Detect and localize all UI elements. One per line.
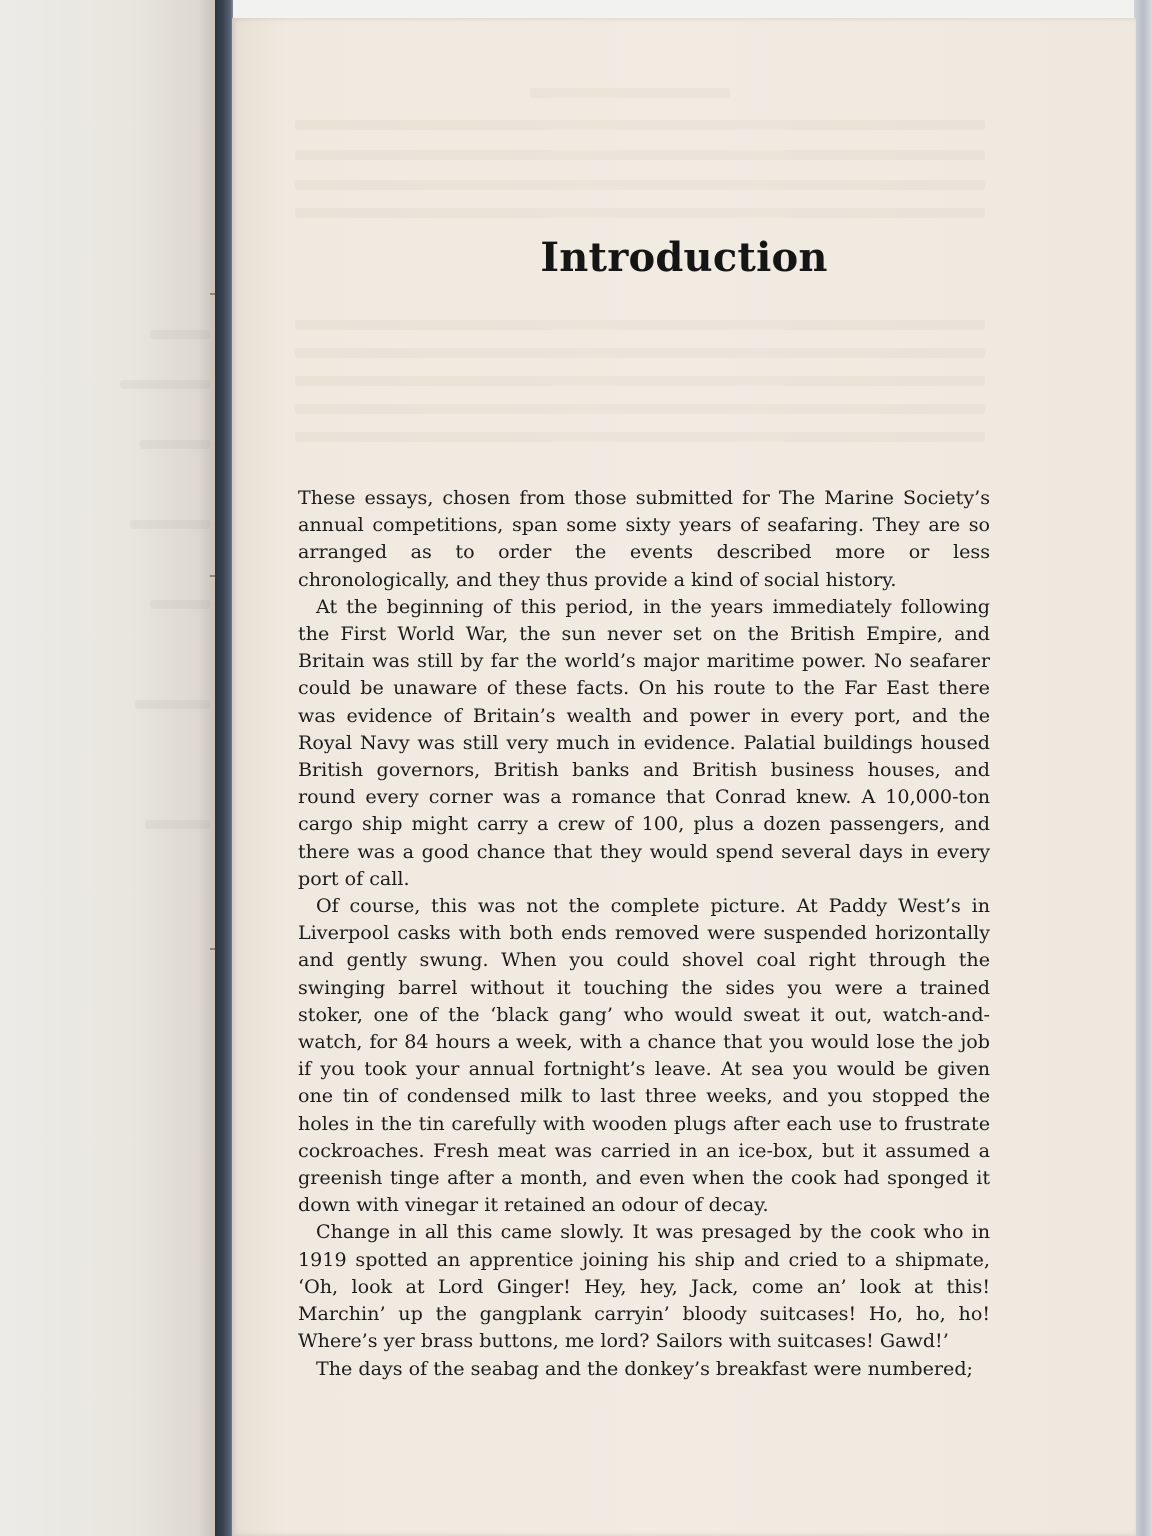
show-through-line	[295, 120, 985, 130]
show-through-line	[145, 820, 210, 829]
chapter-heading: Introduction	[540, 234, 828, 281]
show-through-line	[295, 348, 985, 358]
show-through-line	[120, 380, 210, 389]
show-through-line	[295, 432, 985, 442]
paragraph: The days of the seabag and the donkey’s breakfast were numbered;	[316, 1356, 973, 1380]
left-page	[0, 0, 215, 1536]
show-through-line	[295, 150, 985, 160]
show-through-line	[135, 700, 210, 709]
show-through-line	[295, 208, 985, 218]
show-through-line	[295, 180, 985, 190]
show-through-line	[150, 600, 210, 609]
show-through-line	[295, 320, 985, 330]
body-text	[298, 484, 990, 1382]
cover-edge	[1134, 0, 1152, 1536]
show-through-line	[130, 520, 210, 529]
show-through-line	[295, 376, 985, 386]
show-through-line	[140, 440, 210, 449]
paragraph: Change in all this came slowly. It was presaged by the cook who in 1919 spotted an apprentice joining his ship and cried to a shipmate, ‘Oh, look at Lord Ginger! Hey, hey, Jack, come an’ look at this! Marchin’ up the gangplank carryin’ bloody suitcases! Ho, ho, ho! Where’s yer brass buttons, me lord? Sailors with suitcases! Gawd!’	[298, 1220, 990, 1353]
book-gutter	[215, 0, 233, 1536]
show-through-line	[530, 88, 730, 98]
paragraph: These essays, chosen from those submitted for The Marine Society’s annual competitions, span some sixty years of seafaring. They are so arranged as to order the events described more or less chronologically, and they thus provide a kind of social history.	[298, 486, 990, 591]
paragraph: At the beginning of this period, in the years immediately following the First World War, the sun never set on the British Empire, and Britain was still by far the world’s major maritime power. No seafarer could be unaware of these facts. On his route to the Far East there was evidence of Britain’s wealth and power in every port, and the Royal Navy was still very much in evidence. Palatial buildings housed British governors, British banks and British business houses, and round every corner was a romance that Conrad knew. A 10,000-ton cargo ship might carry a crew of 100, plus a dozen passengers, and there was a good chance that they would spend several days in every port of call.	[298, 594, 990, 890]
paragraph: Of course, this was not the complete picture. At Paddy West’s in Liverpool casks with both ends removed were suspended horizontally and gently swung. When you could shovel coal right through the swinging barrel without it touching the sides you were a trained stoker, one of the ‘black gang’ who would sweat it out, watch-and-watch, for 84 hours a week, with a chance that you would lose the job if you took your annual fortnight’s leave. At sea you would be given one tin of condensed milk to last three weeks, and you stopped the holes in the tin carefully with wooden plugs after each use to frustrate cockroaches. Fresh meat was carried in an ice-box, but it assumed a greenish tinge after a month, and even when the cook had sponged it down with vinegar it retained an odour of decay.	[298, 894, 990, 1217]
show-through-line	[150, 330, 210, 339]
show-through-line	[295, 404, 985, 414]
